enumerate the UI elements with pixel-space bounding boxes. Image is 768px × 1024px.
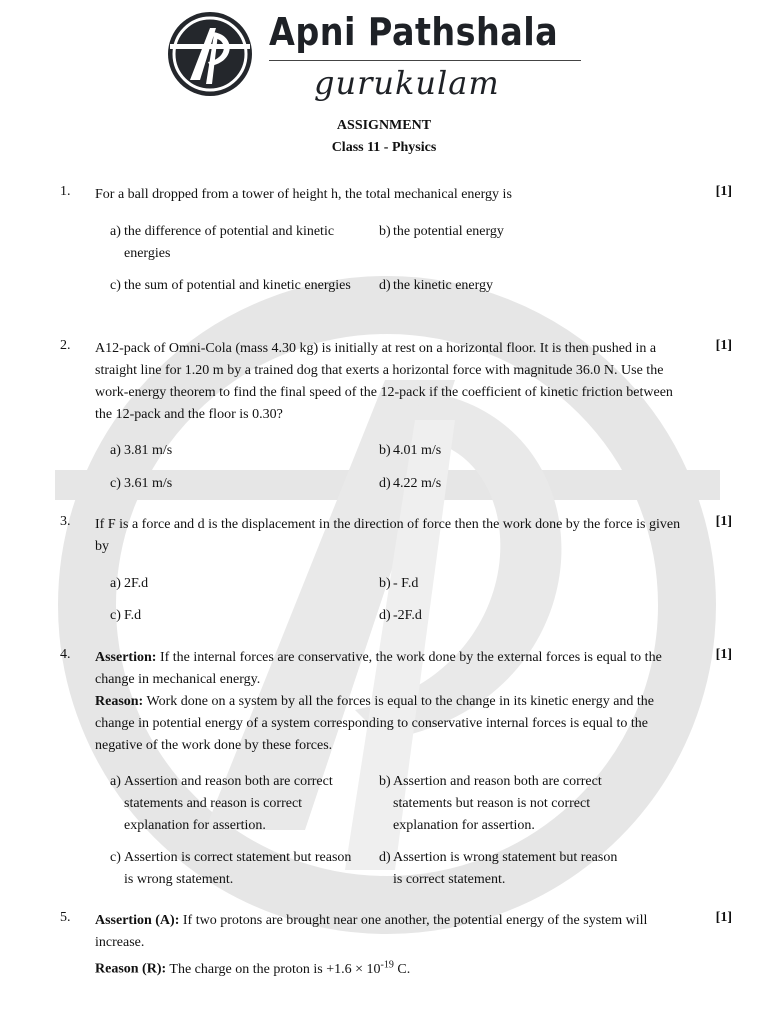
option-label: b) <box>379 224 391 239</box>
option-text: 4.22 m/s <box>393 476 442 491</box>
option-4b[interactable] <box>379 771 629 837</box>
document-subtitle: Class 11 - Physics <box>331 140 437 155</box>
question-number: 4. <box>60 647 71 662</box>
question-text <box>95 910 692 981</box>
option-1d[interactable] <box>379 275 629 297</box>
brand-subtitle: gurukulam <box>314 64 500 102</box>
option-2c[interactable] <box>110 473 360 495</box>
option-label: c) <box>110 278 121 293</box>
question-number: 1. <box>60 184 71 199</box>
reason-text: Work done on a system by all the forces is equal to the change in its kinetic energy and the change in potential energy of a system corresponding to conservative internal forces is equal to the negative of the work done by these forces. <box>95 694 655 753</box>
option-3d[interactable] <box>379 605 629 627</box>
option-3a[interactable] <box>110 573 360 595</box>
option-1a[interactable] <box>110 221 360 265</box>
reason-text-main: The charge on the proton is +1.6 × 10 <box>169 961 381 977</box>
question-number: 5. <box>60 910 71 925</box>
option-text: 4.01 m/s <box>393 443 442 458</box>
option-label: d) <box>379 476 391 491</box>
option-text: Assertion and reason both are correct statements but reason is not correct explanation for assertion. <box>393 774 602 833</box>
question-number: 3. <box>60 514 71 529</box>
reason-text-unit: C. <box>393 961 411 977</box>
option-label: a) <box>110 774 121 789</box>
option-label: b) <box>379 576 391 591</box>
exponent: -19 <box>380 959 394 970</box>
option-4c[interactable] <box>110 847 360 891</box>
brand-title: Apni Pathshala <box>269 10 559 54</box>
question-1 <box>60 184 732 206</box>
question-marks: [1] <box>715 338 732 353</box>
option-label: a) <box>110 443 121 458</box>
question-text: If F is a force and d is the displacement in the direction of force then the work done by the force is given by <box>95 517 681 554</box>
reason-label: Reason (R): <box>95 961 167 977</box>
brand-header <box>166 8 586 108</box>
question-5 <box>60 910 732 981</box>
assertion-label: Assertion (A): <box>95 913 180 928</box>
option-label: c) <box>110 608 121 623</box>
question-2 <box>60 338 732 426</box>
option-3c[interactable] <box>110 605 360 627</box>
option-text: 3.81 m/s <box>124 443 173 458</box>
apni-pathshala-logo-icon <box>166 10 254 98</box>
option-text: 3.61 m/s <box>124 476 173 491</box>
assertion-label: Assertion: <box>95 650 157 665</box>
option-label: d) <box>379 850 391 865</box>
option-2d[interactable] <box>379 473 629 495</box>
question-marks: [1] <box>715 647 732 662</box>
option-1c[interactable] <box>110 275 360 297</box>
option-label: a) <box>110 576 121 591</box>
option-text: 2F.d <box>124 576 149 591</box>
option-2b[interactable] <box>379 440 629 462</box>
question-marks: [1] <box>715 514 732 529</box>
option-4d[interactable] <box>379 847 629 891</box>
option-label: b) <box>379 774 391 789</box>
option-label: a) <box>110 224 121 239</box>
option-text: Assertion and reason both are correct statements and reason is correct explanation for assertion. <box>124 774 333 833</box>
option-text: the difference of potential and kinetic energies <box>124 224 335 261</box>
question-text: For a ball dropped from a tower of height h, the total mechanical energy is <box>95 187 512 202</box>
option-text: Assertion is correct statement but reason is wrong statement. <box>124 850 352 887</box>
question-text <box>95 647 692 757</box>
option-text: Assertion is wrong statement but reason is correct statement. <box>393 850 618 887</box>
option-label: d) <box>379 608 391 623</box>
question-marks: [1] <box>715 184 732 199</box>
option-label: c) <box>110 476 121 491</box>
question-3 <box>60 514 732 558</box>
option-label: b) <box>379 443 391 458</box>
option-text: the sum of potential and kinetic energies <box>124 278 351 293</box>
option-4a[interactable] <box>110 771 360 837</box>
option-text: the potential energy <box>393 224 504 239</box>
option-label: c) <box>110 850 121 865</box>
assertion-text: If two protons are brought near one another, the potential energy of the system will increase. <box>95 913 648 950</box>
option-text: the kinetic energy <box>393 278 494 293</box>
brand-divider <box>269 60 581 61</box>
assertion-text: If the internal forces are conservative, the work done by the external forces is equal to the change in mechanical energy. <box>95 650 662 687</box>
option-label: d) <box>379 278 391 293</box>
option-2a[interactable] <box>110 440 360 462</box>
option-1b[interactable] <box>379 221 629 243</box>
document-title: ASSIGNMENT <box>336 118 432 133</box>
option-text: F.d <box>124 608 142 623</box>
question-number: 2. <box>60 338 71 353</box>
option-text: - F.d <box>393 576 419 591</box>
question-4 <box>60 647 732 757</box>
reason-label: Reason: <box>95 694 144 709</box>
option-3b[interactable] <box>379 573 629 595</box>
question-text: A12-pack of Omni-Cola (mass 4.30 kg) is initially at rest on a horizontal floor. It is then pushed in a straight line for 1.20 m by a trained dog that exerts a horizontal force with magnitude 36.0 N. Use the work-energy theorem to find the final speed of the 12-pack if the coefficient of kinetic friction between the 12-pack and the floor is 0.30? <box>95 341 673 422</box>
reason-text <box>169 959 411 977</box>
question-marks: [1] <box>715 910 732 925</box>
option-text: -2F.d <box>393 608 422 623</box>
